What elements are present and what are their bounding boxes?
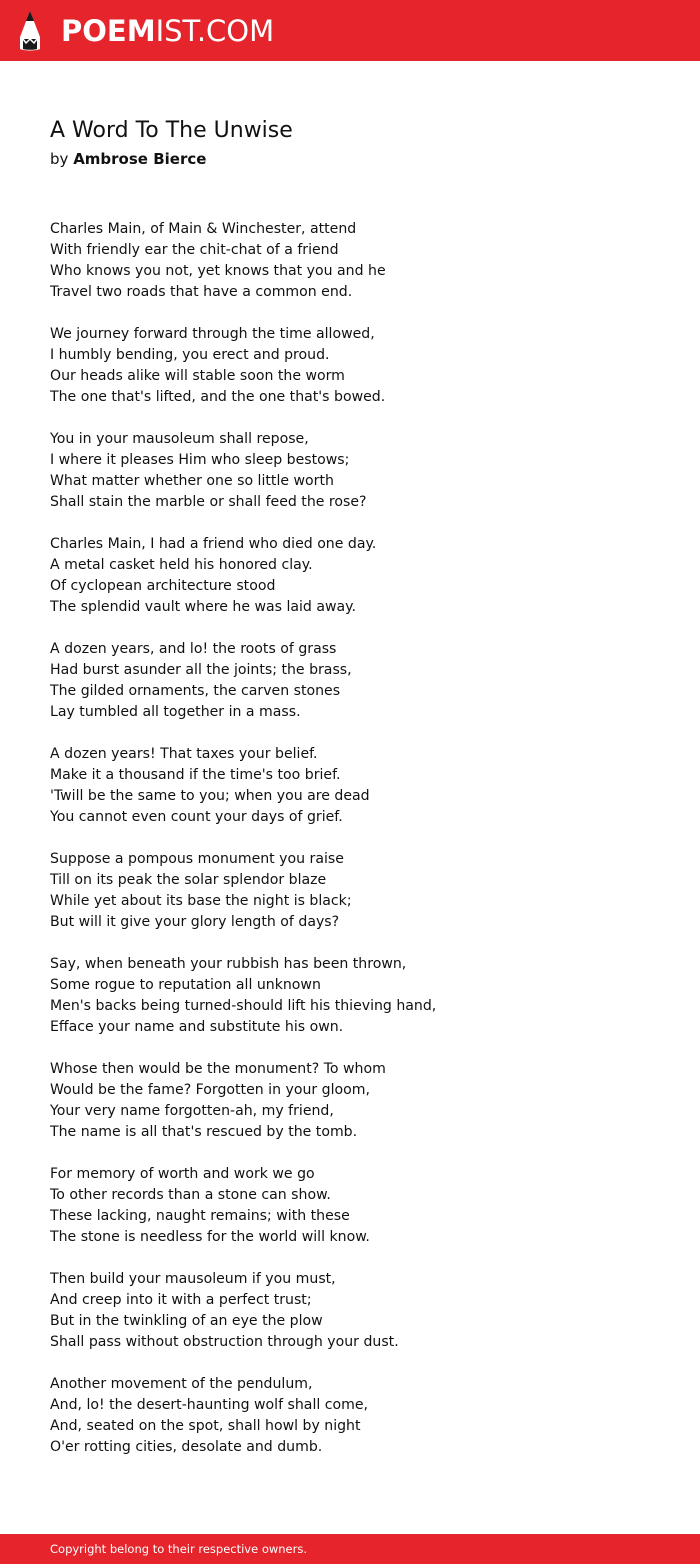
poem-line: Suppose a pompous monument you raise [50, 851, 344, 867]
poem-line: Charles Main, of Main & Winchester, attend [50, 221, 357, 237]
poem-line: But will it give your glory length of days? [50, 914, 340, 930]
poem-line: A metal casket held his honored clay. [50, 557, 313, 573]
poem-stanza [50, 219, 650, 303]
poem-line: Men's backs being turned-should lift his thieving hand, [50, 998, 437, 1014]
poem-line: Shall pass without obstruction through your dust. [50, 1334, 399, 1350]
poem-line: A dozen years, and lo! the roots of grass [50, 641, 337, 657]
poem-line: Who knows you not, yet knows that you and he [50, 263, 386, 279]
poem-line: I humbly bending, you erect and proud. [50, 347, 330, 363]
poem-line: Till on its peak the solar splendor blaze [50, 872, 327, 888]
poem-line: Travel two roads that have a common end. [50, 284, 353, 300]
site-logo[interactable] [61, 12, 274, 50]
poem-line: Of cyclopean architecture stood [50, 578, 276, 594]
poem-line: Shall stain the marble or shall feed the rose? [50, 494, 367, 510]
poem-line: The gilded ornaments, the carven stones [50, 683, 341, 699]
poem-line: But in the twinkling of an eye the plow [50, 1313, 323, 1329]
poem-line: Then build your mausoleum if you must, [50, 1271, 336, 1287]
poem-line: Whose then would be the monument? To whom [50, 1061, 386, 1077]
poem-line: You cannot even count your days of grief. [50, 809, 343, 825]
logo-light-text: IST.COM [155, 14, 275, 48]
poem-stanza [50, 534, 650, 618]
poem-stanza [50, 744, 650, 828]
poem-line: The splendid vault where he was laid away. [50, 599, 356, 615]
poem-line: O'er rotting cities, desolate and dumb. [50, 1439, 323, 1455]
poem-line: Say, when beneath your rubbish has been thrown, [50, 956, 407, 972]
poem-line: To other records than a stone can show. [50, 1187, 331, 1203]
poem-line: Make it a thousand if the time's too brief. [50, 767, 341, 783]
poem-line: Lay tumbled all together in a mass. [50, 704, 301, 720]
poem-stanza [50, 1164, 650, 1248]
poem-line: Another movement of the pendulum, [50, 1376, 313, 1392]
poem-title: A Word To The Unwise [50, 118, 293, 143]
poem-stanza [50, 1269, 650, 1353]
site-header [0, 0, 700, 61]
poem-stanza [50, 429, 650, 513]
poem-stanza [50, 849, 650, 933]
pencil-icon [16, 9, 44, 53]
poem-line: Efface your name and substitute his own. [50, 1019, 344, 1035]
poem-line: The stone is needless for the world will know. [50, 1229, 370, 1245]
poem-line: Charles Main, I had a friend who died one day. [50, 536, 377, 552]
poem-line: And creep into it with a perfect trust; [50, 1292, 312, 1308]
poem-line: We journey forward through the time allowed, [50, 326, 375, 342]
poem-line: Would be the fame? Forgotten in your gloom, [50, 1082, 370, 1098]
site-footer [0, 1534, 700, 1564]
poem-line: What matter whether one so little worth [50, 473, 334, 489]
poem-stanza [50, 954, 650, 1038]
poem-author: Ambrose Bierce [73, 150, 207, 168]
poem-byline [50, 148, 206, 170]
poem-line: Had burst asunder all the joints; the brass, [50, 662, 352, 678]
poem-stanza [50, 639, 650, 723]
poem-line: With friendly ear the chit-chat of a friend [50, 242, 339, 258]
poem-line: The one that's lifted, and the one that's bowed. [50, 389, 386, 405]
poem-line: And, seated on the spot, shall howl by night [50, 1418, 361, 1434]
poem-line: These lacking, naught remains; with these [50, 1208, 350, 1224]
logo-bold-text: POEM [61, 14, 156, 48]
byline-prefix: by [50, 150, 69, 168]
poem-stanza [50, 1374, 650, 1458]
poem-stanza [50, 324, 650, 408]
poem-line: And, lo! the desert-haunting wolf shall come, [50, 1397, 369, 1413]
poem-line: While yet about its base the night is black; [50, 893, 352, 909]
poem-line: Some rogue to reputation all unknown [50, 977, 321, 993]
poem-stanza [50, 1059, 650, 1143]
poem-line: Your very name forgotten-ah, my friend, [50, 1103, 334, 1119]
poem-body [50, 219, 650, 1479]
poem-line: You in your mausoleum shall repose, [50, 431, 309, 447]
copyright-notice: Copyright belong to their respective owners. [50, 1542, 308, 1556]
poem-line: The name is all that's rescued by the tomb. [50, 1124, 358, 1140]
poem-line: 'Twill be the same to you; when you are dead [50, 788, 370, 804]
poem-line: For memory of worth and work we go [50, 1166, 315, 1182]
poem-line: Our heads alike will stable soon the worm [50, 368, 345, 384]
poem-line: I where it pleases Him who sleep bestows; [50, 452, 350, 468]
poem-line: A dozen years! That taxes your belief. [50, 746, 318, 762]
